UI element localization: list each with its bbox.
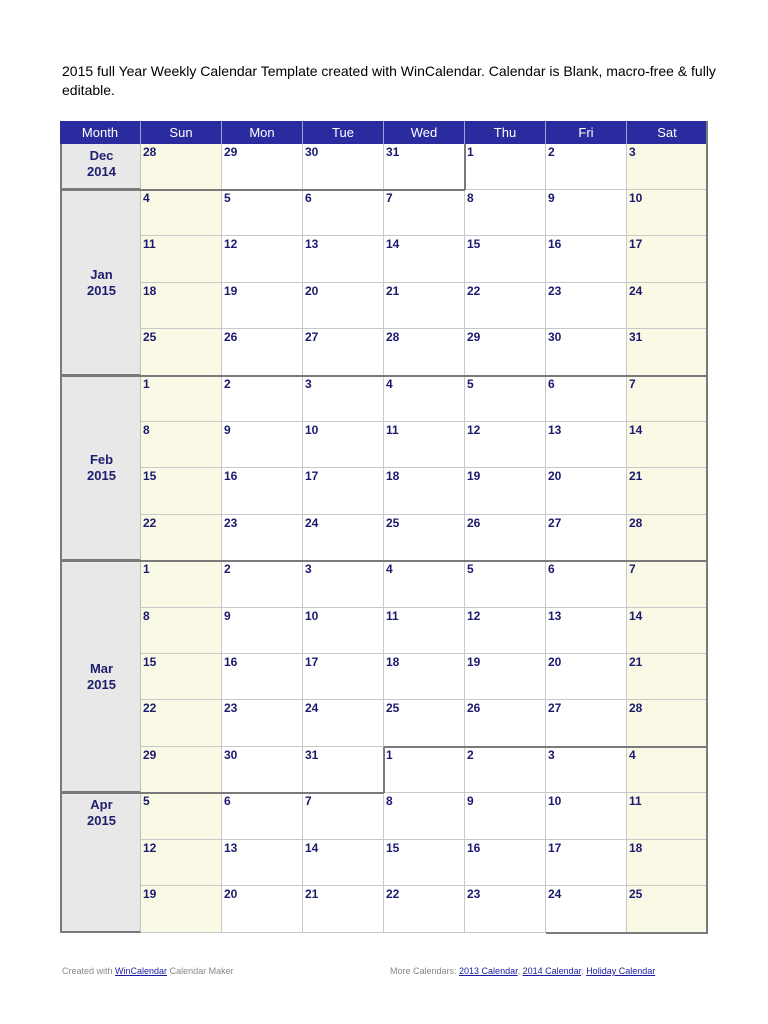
- month-boundary: [60, 375, 708, 377]
- link-2013-calendar[interactable]: 2013 Calendar: [459, 966, 518, 976]
- day-number: 4: [629, 747, 636, 762]
- day-number: 11: [386, 423, 399, 437]
- day-number: 12: [224, 237, 238, 252]
- month-cell: [60, 190, 141, 376]
- day-cell[interactable]: [546, 793, 627, 839]
- month-cell: [60, 793, 141, 933]
- day-number: 20: [305, 283, 319, 298]
- day-number: 11: [386, 608, 399, 623]
- day-number: 20: [548, 655, 562, 669]
- month-label: [62, 267, 141, 299]
- day-cell[interactable]: [141, 608, 222, 654]
- day-cell[interactable]: [627, 236, 708, 282]
- day-cell[interactable]: [627, 840, 708, 886]
- day-number: 14: [386, 237, 400, 252]
- day-cell[interactable]: [141, 886, 222, 933]
- day-cell[interactable]: [465, 144, 546, 190]
- day-number: 23: [548, 283, 562, 298]
- day-number: 24: [548, 887, 562, 901]
- day-cell[interactable]: [303, 654, 384, 700]
- day-number: 12: [143, 840, 157, 855]
- day-cell[interactable]: [465, 561, 546, 607]
- day-cell[interactable]: [465, 422, 546, 468]
- header-month: Month: [60, 121, 141, 144]
- day-number: 2: [467, 747, 474, 762]
- day-cell[interactable]: [141, 793, 222, 839]
- day-number: 17: [629, 237, 643, 252]
- header-sun: Sun: [141, 121, 222, 144]
- day-number: 26: [467, 701, 481, 716]
- day-number: 30: [224, 747, 238, 762]
- day-cell[interactable]: [627, 700, 708, 746]
- month-boundary: [464, 144, 466, 190]
- day-cell[interactable]: [627, 886, 708, 933]
- day-cell[interactable]: [384, 144, 465, 190]
- day-number: 11: [629, 794, 642, 809]
- day-number: 1: [143, 376, 150, 391]
- day-cell[interactable]: [465, 747, 546, 793]
- footer-created-prefix: Created with: [62, 966, 116, 976]
- day-number: 5: [467, 562, 474, 577]
- day-cell[interactable]: [141, 515, 222, 561]
- day-cell[interactable]: [303, 793, 384, 839]
- day-cell[interactable]: [303, 515, 384, 561]
- day-cell[interactable]: [303, 608, 384, 654]
- day-cell[interactable]: [465, 329, 546, 375]
- day-cell[interactable]: [546, 283, 627, 329]
- header-tue: Tue: [303, 121, 384, 144]
- day-number: 6: [305, 191, 312, 205]
- day-number: 31: [305, 747, 319, 762]
- day-cell[interactable]: [384, 515, 465, 561]
- day-cell[interactable]: [303, 561, 384, 607]
- day-cell[interactable]: [627, 422, 708, 468]
- day-cell[interactable]: [303, 283, 384, 329]
- day-cell[interactable]: [303, 329, 384, 375]
- day-cell[interactable]: [384, 376, 465, 422]
- day-cell[interactable]: [627, 283, 708, 329]
- day-cell[interactable]: [141, 190, 222, 236]
- month-name: Dec: [89, 148, 114, 163]
- link-holiday-calendar[interactable]: Holiday Calendar: [586, 966, 656, 976]
- month-name: Jan: [90, 266, 113, 282]
- day-number: 8: [467, 191, 474, 205]
- day-number: 4: [386, 562, 393, 577]
- day-number: 20: [224, 887, 238, 901]
- day-number: 22: [386, 887, 400, 901]
- day-cell[interactable]: [384, 236, 465, 282]
- day-number: 9: [467, 794, 474, 809]
- day-cell[interactable]: [465, 190, 546, 236]
- header-sat: Sat: [627, 121, 708, 144]
- grid-right-border: [706, 121, 708, 933]
- day-number: 19: [143, 887, 157, 901]
- day-number: 17: [305, 655, 319, 669]
- day-cell[interactable]: [546, 654, 627, 700]
- day-number: 11: [143, 237, 156, 252]
- day-cell[interactable]: [465, 793, 546, 839]
- month-year: 2015: [87, 282, 116, 298]
- day-cell[interactable]: [141, 561, 222, 607]
- footer-more-prefix: More Calendars:: [390, 966, 460, 976]
- day-number: 7: [386, 191, 393, 205]
- day-cell[interactable]: [141, 468, 222, 514]
- day-cell[interactable]: [546, 422, 627, 468]
- day-number: 13: [224, 840, 238, 855]
- day-number: 26: [467, 515, 481, 530]
- day-number: 29: [224, 145, 238, 159]
- day-cell[interactable]: [627, 515, 708, 561]
- day-cell[interactable]: [141, 840, 222, 886]
- day-cell[interactable]: [546, 515, 627, 561]
- day-cell[interactable]: [465, 886, 546, 933]
- day-number: 15: [467, 237, 481, 252]
- day-number: 27: [548, 515, 562, 530]
- month-boundary: [384, 746, 708, 748]
- day-number: 6: [548, 562, 555, 577]
- day-number: 28: [629, 701, 643, 716]
- month-boundary: [60, 792, 384, 794]
- day-number: 19: [467, 469, 481, 484]
- day-number: 22: [467, 283, 481, 298]
- day-cell[interactable]: [222, 376, 303, 422]
- day-cell[interactable]: [546, 840, 627, 886]
- day-number: 21: [305, 887, 319, 901]
- month-boundary: [546, 932, 708, 934]
- day-number: 6: [224, 794, 231, 809]
- day-number: 3: [305, 562, 312, 577]
- day-cell[interactable]: [141, 283, 222, 329]
- day-number: 4: [143, 191, 150, 205]
- month-label: [62, 148, 141, 180]
- day-cell[interactable]: [384, 886, 465, 933]
- day-number: 3: [548, 747, 555, 762]
- day-number: 13: [548, 423, 562, 437]
- day-cell[interactable]: [222, 144, 303, 190]
- month-boundary: [383, 747, 385, 793]
- day-number: 29: [143, 747, 157, 762]
- day-number: 9: [224, 423, 231, 437]
- day-number: 20: [548, 469, 562, 484]
- day-cell[interactable]: [303, 144, 384, 190]
- day-number: 28: [386, 330, 400, 345]
- day-number: 18: [386, 655, 400, 669]
- day-number: 15: [143, 469, 157, 484]
- day-cell[interactable]: [303, 886, 384, 933]
- month-boundary: [60, 189, 465, 191]
- day-number: 24: [305, 701, 319, 716]
- day-cell[interactable]: [546, 190, 627, 236]
- day-number: 7: [629, 562, 636, 577]
- day-cell[interactable]: [627, 468, 708, 514]
- month-year: 2014: [87, 164, 116, 179]
- day-number: 8: [143, 608, 150, 623]
- day-number: 17: [548, 840, 562, 855]
- footer-sep: ,: [517, 966, 523, 976]
- month-label: [62, 452, 141, 484]
- day-number: 21: [629, 655, 643, 669]
- day-cell[interactable]: [141, 376, 222, 422]
- day-number: 27: [305, 330, 319, 345]
- day-cell[interactable]: [141, 422, 222, 468]
- day-number: 2: [548, 145, 555, 159]
- intro-text: 2015 full Year Weekly Calendar Template created with WinCalendar. Calendar is Blank, macro-free & fully editable.: [62, 63, 716, 98]
- day-number: 21: [386, 283, 400, 298]
- day-number: 29: [467, 330, 481, 345]
- day-cell[interactable]: [546, 468, 627, 514]
- day-cell[interactable]: [546, 700, 627, 746]
- day-cell[interactable]: [627, 747, 708, 793]
- day-cell[interactable]: [546, 144, 627, 190]
- day-cell[interactable]: [222, 283, 303, 329]
- day-number: 16: [224, 655, 238, 669]
- day-cell[interactable]: [627, 190, 708, 236]
- header-fri: Fri: [546, 121, 627, 144]
- month-year: 2015: [87, 677, 116, 693]
- day-number: 31: [386, 145, 400, 159]
- day-number: 18: [386, 469, 400, 484]
- day-number: 7: [305, 794, 312, 809]
- day-cell[interactable]: [303, 468, 384, 514]
- day-cell[interactable]: [384, 793, 465, 839]
- day-number: 5: [143, 794, 150, 809]
- day-number: 14: [629, 608, 643, 623]
- day-number: 22: [143, 515, 157, 530]
- day-cell[interactable]: [627, 376, 708, 422]
- day-number: 16: [224, 469, 238, 484]
- day-number: 1: [143, 562, 150, 577]
- day-number: 15: [143, 655, 157, 669]
- day-cell[interactable]: [141, 747, 222, 793]
- wincalendar-link[interactable]: WinCalendar: [115, 966, 168, 976]
- day-cell[interactable]: [384, 700, 465, 746]
- day-cell[interactable]: [141, 144, 222, 190]
- day-number: 25: [386, 515, 400, 530]
- day-number: 5: [224, 191, 231, 205]
- day-cell[interactable]: [303, 700, 384, 746]
- day-number: 5: [467, 376, 474, 391]
- day-number: 28: [629, 515, 643, 530]
- day-cell[interactable]: [546, 376, 627, 422]
- day-number: 19: [224, 283, 238, 298]
- day-number: 14: [305, 840, 319, 855]
- day-number: 25: [629, 887, 643, 901]
- day-number: 30: [548, 330, 562, 345]
- day-number: 3: [629, 145, 636, 159]
- day-number: 13: [305, 237, 319, 252]
- day-cell[interactable]: [546, 236, 627, 282]
- day-cell[interactable]: [222, 700, 303, 746]
- day-cell[interactable]: [627, 793, 708, 839]
- day-cell[interactable]: [627, 654, 708, 700]
- day-number: 28: [143, 145, 157, 159]
- day-number: 26: [224, 330, 238, 345]
- month-cell: [60, 376, 141, 562]
- day-number: 10: [305, 423, 319, 437]
- day-number: 23: [467, 887, 481, 901]
- day-number: 1: [386, 747, 393, 762]
- day-cell[interactable]: [465, 608, 546, 654]
- day-number: 8: [386, 794, 393, 809]
- day-cell[interactable]: [465, 700, 546, 746]
- day-cell[interactable]: [465, 840, 546, 886]
- day-number: 24: [305, 515, 319, 530]
- day-number: 12: [467, 608, 481, 623]
- month-name: Feb: [89, 452, 114, 468]
- day-cell[interactable]: [141, 329, 222, 375]
- month-boundary: [60, 560, 708, 562]
- day-cell[interactable]: [303, 840, 384, 886]
- day-number: 21: [629, 469, 643, 484]
- day-number: 25: [143, 330, 157, 345]
- footer-created: [62, 966, 234, 976]
- day-cell[interactable]: [141, 236, 222, 282]
- weekly-calendar-grid: [60, 121, 708, 935]
- month-year: 2015: [87, 468, 116, 484]
- header-thu: Thu: [465, 121, 546, 144]
- header-wed: Wed: [384, 121, 465, 144]
- day-cell[interactable]: [627, 561, 708, 607]
- day-cell[interactable]: [546, 747, 627, 793]
- day-number: 2: [224, 376, 231, 391]
- day-number: 16: [467, 840, 481, 855]
- link-2014-calendar[interactable]: 2014 Calendar: [522, 966, 582, 976]
- day-cell[interactable]: [141, 700, 222, 746]
- day-number: 2: [224, 562, 231, 577]
- month-name: Mar: [89, 661, 114, 677]
- day-cell[interactable]: [222, 840, 303, 886]
- day-number: 10: [305, 608, 319, 623]
- day-cell[interactable]: [384, 654, 465, 700]
- day-cell[interactable]: [222, 886, 303, 933]
- month-label: [62, 661, 141, 693]
- day-cell[interactable]: [222, 793, 303, 839]
- day-cell[interactable]: [384, 747, 465, 793]
- day-number: 23: [224, 701, 238, 716]
- day-number: 22: [143, 701, 157, 716]
- day-cell[interactable]: [384, 840, 465, 886]
- day-number: 23: [224, 515, 238, 530]
- day-cell[interactable]: [384, 283, 465, 329]
- day-cell[interactable]: [384, 561, 465, 607]
- day-cell[interactable]: [465, 654, 546, 700]
- day-cell[interactable]: [303, 747, 384, 793]
- day-cell[interactable]: [303, 190, 384, 236]
- day-cell[interactable]: [303, 376, 384, 422]
- month-cell: [60, 561, 141, 793]
- header-mon: Mon: [222, 121, 303, 144]
- day-cell[interactable]: [384, 329, 465, 375]
- day-number: 16: [548, 237, 562, 252]
- day-cell[interactable]: [465, 376, 546, 422]
- day-number: 12: [467, 423, 481, 437]
- day-number: 17: [305, 469, 319, 484]
- day-number: 13: [548, 608, 562, 623]
- footer-more-calendars: [390, 966, 655, 976]
- day-cell[interactable]: [546, 886, 627, 933]
- day-cell[interactable]: [222, 422, 303, 468]
- day-cell[interactable]: [465, 236, 546, 282]
- month-year: 2015: [87, 813, 116, 829]
- day-cell[interactable]: [384, 468, 465, 514]
- day-number: 4: [386, 376, 393, 391]
- day-number: 19: [467, 655, 481, 669]
- day-number: 27: [548, 701, 562, 716]
- day-cell[interactable]: [222, 329, 303, 375]
- day-cell[interactable]: [546, 608, 627, 654]
- day-number: 24: [629, 283, 643, 298]
- day-cell[interactable]: [465, 468, 546, 514]
- day-cell[interactable]: [222, 236, 303, 282]
- day-number: 14: [629, 423, 643, 437]
- day-cell[interactable]: [546, 329, 627, 375]
- day-number: 7: [629, 376, 636, 391]
- day-cell[interactable]: [627, 608, 708, 654]
- day-cell[interactable]: [627, 144, 708, 190]
- day-number: 1: [467, 145, 474, 159]
- day-cell[interactable]: [222, 468, 303, 514]
- month-label: [62, 797, 141, 829]
- day-cell[interactable]: [465, 515, 546, 561]
- day-cell[interactable]: [141, 654, 222, 700]
- day-cell[interactable]: [465, 283, 546, 329]
- day-cell[interactable]: [303, 236, 384, 282]
- day-number: 6: [548, 376, 555, 391]
- day-number: 15: [386, 840, 400, 855]
- footer-sep: ,: [581, 966, 587, 976]
- day-number: 10: [548, 794, 562, 809]
- month-name: Apr: [90, 797, 113, 813]
- day-cell[interactable]: [546, 561, 627, 607]
- month-cell: [60, 144, 141, 190]
- day-cell[interactable]: [222, 515, 303, 561]
- day-cell[interactable]: [222, 190, 303, 236]
- day-number: 10: [629, 191, 643, 205]
- day-cell[interactable]: [627, 329, 708, 375]
- day-number: 9: [224, 608, 231, 623]
- day-cell[interactable]: [222, 747, 303, 793]
- day-cell[interactable]: [222, 608, 303, 654]
- day-cell[interactable]: [384, 422, 465, 468]
- day-cell[interactable]: [384, 608, 465, 654]
- footer-created-suffix: Calendar Maker: [167, 966, 234, 976]
- day-number: 8: [143, 423, 150, 437]
- day-cell[interactable]: [303, 422, 384, 468]
- day-number: 18: [629, 840, 643, 855]
- day-number: 3: [305, 376, 312, 391]
- day-number: 30: [305, 145, 319, 159]
- day-cell[interactable]: [384, 190, 465, 236]
- day-number: 9: [548, 191, 555, 205]
- day-number: 31: [629, 330, 643, 345]
- day-cell[interactable]: [222, 654, 303, 700]
- day-cell[interactable]: [222, 561, 303, 607]
- day-number: 18: [143, 283, 157, 298]
- day-number: 25: [386, 701, 400, 716]
